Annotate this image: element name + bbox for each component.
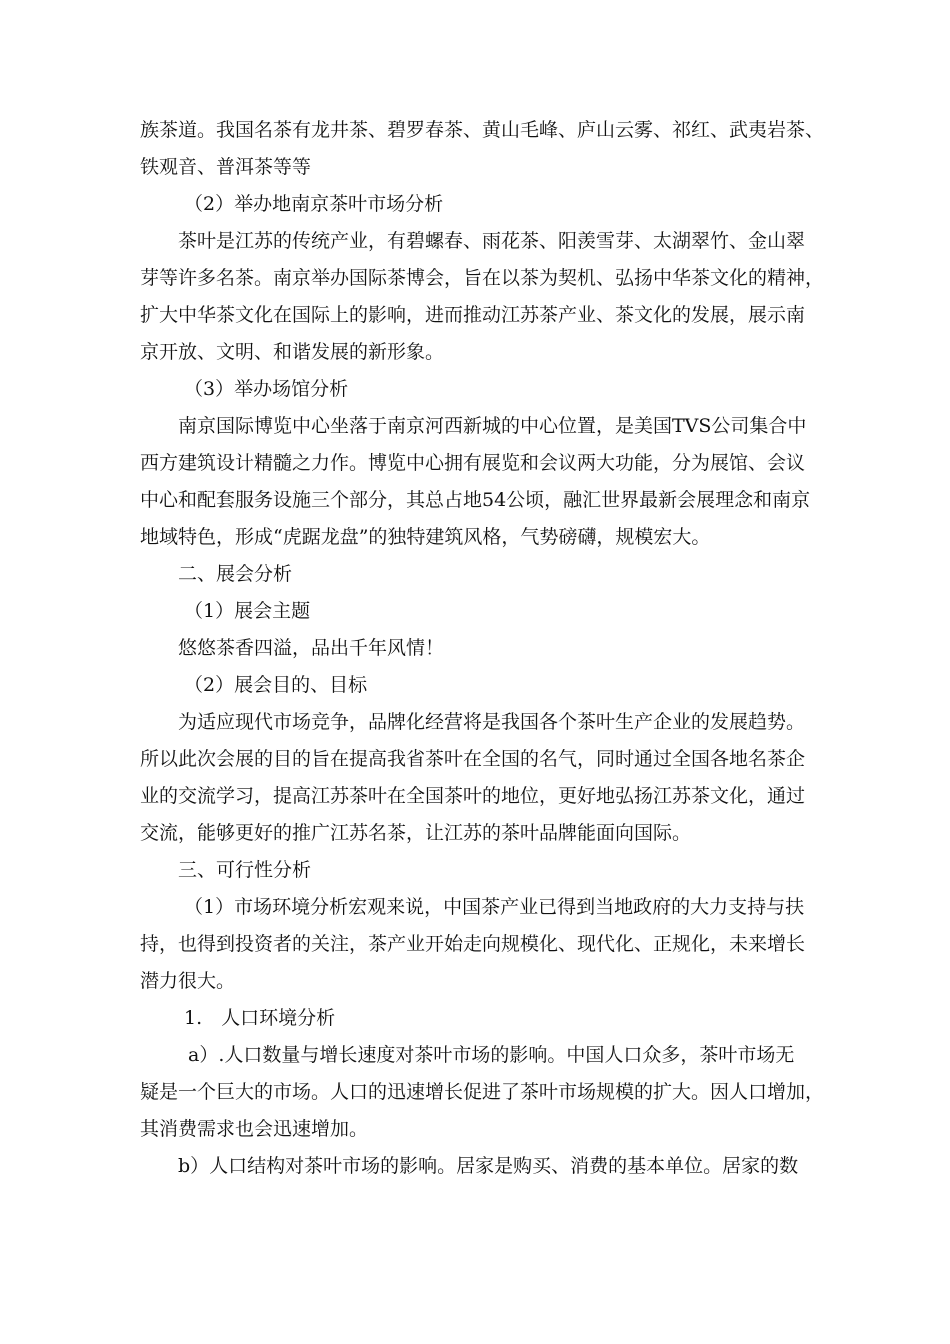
- paragraph-line: 扩大中华茶文化在国际上的影响，进而推动江苏茶产业、茶文化的发展，展示南: [140, 304, 806, 326]
- paragraph-line: 茶叶是江苏的传统产业，有碧螺春、雨花茶、阳羡雪芽、太湖翠竹、金山翠: [178, 230, 806, 252]
- paragraph-line: 悠悠茶香四溢，品出千年风情！: [178, 637, 445, 659]
- paragraph-line: 其消费需求也会迅速增加。: [140, 1118, 369, 1140]
- paragraph-line: a）.人口数量与增长速度对茶叶市场的影响。中国人口众多，茶叶市场无: [188, 1044, 795, 1066]
- paragraph-line: 铁观音、普洱茶等等: [140, 156, 312, 178]
- paragraph-line: 潜力很大。: [140, 970, 236, 992]
- paragraph-line: b）人口结构对茶叶市场的影响。居家是购买、消费的基本单位。居家的数: [178, 1155, 799, 1177]
- paragraph-line: （1）市场环境分析宏观来说，中国茶产业已得到当地政府的大力支持与扶: [184, 896, 805, 918]
- paragraph-line: 芽等许多名茶。南京举办国际茶博会，旨在以茶为契机、弘扬中华茶文化的精神，: [140, 267, 825, 289]
- document-body: [140, 112, 840, 1185]
- numbered-heading: 1. 人口环境分析: [184, 1007, 336, 1029]
- subsection-heading: （1）展会主题: [184, 600, 311, 622]
- paragraph-line: 西方建筑设计精髓之力作。博览中心拥有展览和会议两大功能，分为展馆、会议: [140, 452, 806, 474]
- paragraph-line: 中心和配套服务设施三个部分，其总占地54公顷，融汇世界最新会展理念和南京: [140, 489, 811, 511]
- section-heading: 三、可行性分析: [178, 859, 312, 881]
- paragraph-line: 所以此次会展的目的旨在提高我省茶叶在全国的名气，同时通过全国各地名茶企: [140, 748, 806, 770]
- paragraph-line: 地域特色，形成“虎踞龙盘”的独特建筑风格，气势磅礴，规模宏大。: [140, 526, 711, 548]
- subsection-heading: （2）展会目的、目标: [184, 674, 368, 696]
- paragraph-line: 交流，能够更好的推广江苏名茶，让江苏的茶叶品牌能面向国际。: [140, 822, 692, 844]
- paragraph-line: 族茶道。我国名茶有龙井茶、碧罗春茶、黄山毛峰、庐山云雾、祁红、武夷岩茶、: [140, 119, 825, 141]
- paragraph-line: 京开放、文明、和谐发展的新形象。: [140, 341, 445, 363]
- paragraph-line: 为适应现代市场竞争，品牌化经营将是我国各个茶叶生产企业的发展趋势。: [178, 711, 806, 733]
- section-heading: 二、展会分析: [178, 563, 293, 585]
- paragraph-line: 持，也得到投资者的关注，茶产业开始走向规模化、现代化、正规化，未来增长: [140, 933, 806, 955]
- paragraph-line: 疑是一个巨大的市场。人口的迅速增长促进了茶叶市场规模的扩大。因人口增加，: [140, 1081, 825, 1103]
- subsection-heading: （3）举办场馆分析: [184, 378, 349, 400]
- paragraph-line: 南京国际博览中心坐落于南京河西新城的中心位置，是美国TVS公司集合中: [178, 415, 807, 437]
- subsection-heading: （2）举办地南京茶叶市场分析: [184, 193, 444, 215]
- paragraph-line: 业的交流学习，提高江苏茶叶在全国茶叶的地位，更好地弘扬江苏茶文化，通过: [140, 785, 806, 807]
